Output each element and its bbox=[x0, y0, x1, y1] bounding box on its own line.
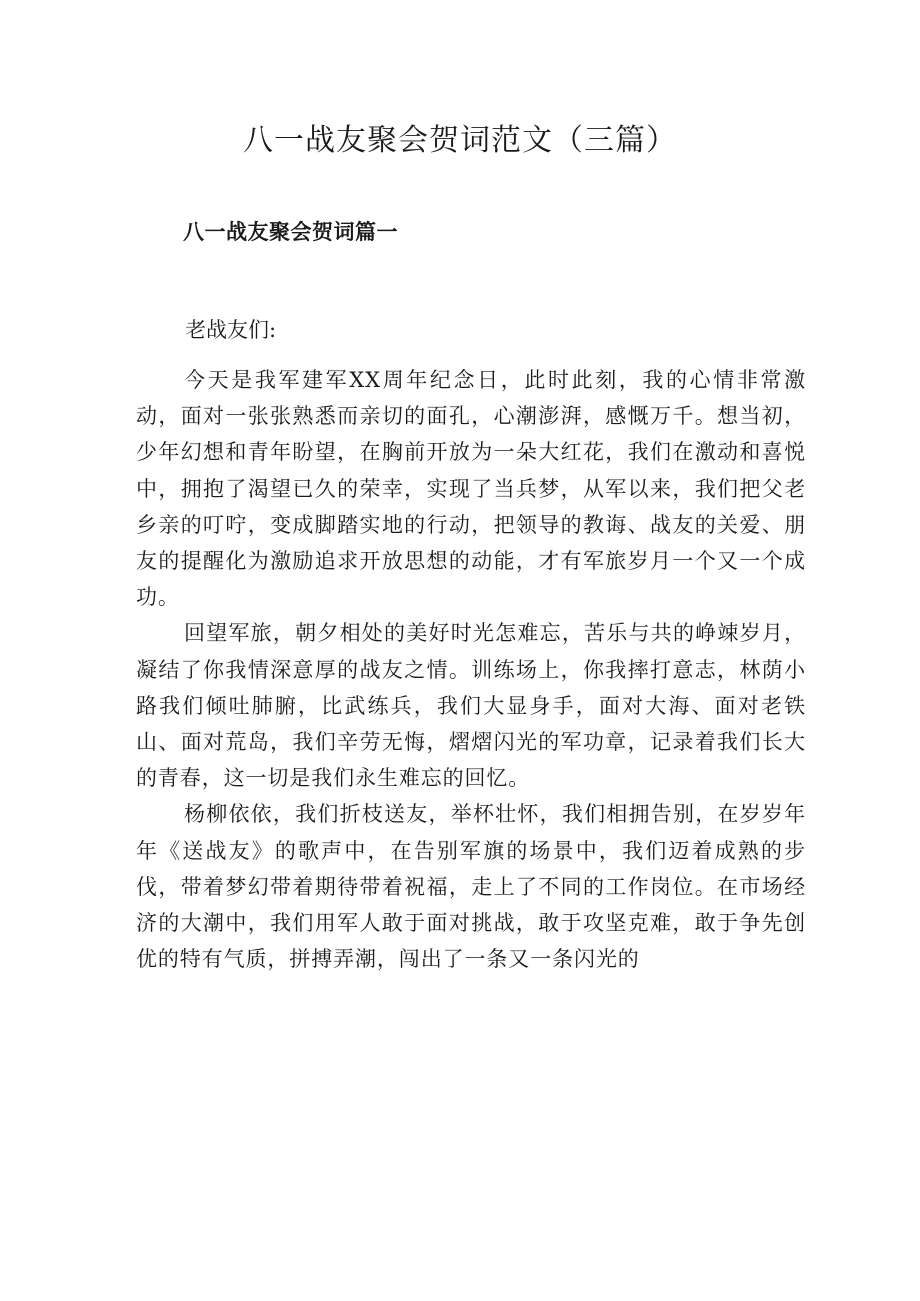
salutation: 老战友们: bbox=[185, 318, 277, 342]
document-title: 八一战友聚会贺词范文（三篇） bbox=[243, 123, 677, 158]
paragraph: 今天是我军建军XX周年纪念日，此时此刻，我的心情非常激动，面对一张张熟悉而亲切的面孔，心潮澎湃，感慨万千。想当初，少年幻想和青年盼望，在胸前开放为一朵大红花，我们在激动和喜悦中，拥抱了渴望已久的荣幸，实现了当兵梦，从军以来，我们把父老乡亲的叮咛，变成脚踏实地的行动，把领导的教诲、战友的关爱、朋友的提醒化为激励追求开放思想的动能，才有军旅岁月一个又一个成功。 bbox=[136, 368, 806, 610]
section-heading: 八一战友聚会贺词篇一 bbox=[183, 220, 398, 244]
paragraph: 回望军旅，朝夕相处的美好时光怎难忘，苦乐与共的峥竦岁月，凝结了你我情深意厚的战友之情。训练场上，你我摔打意志，林荫小路我们倾吐肺腑，比武练兵，我们大显身手，面对大海、面对老铁山、面对荒岛，我们辛劳无悔，熠熠闪光的军功章，记录着我们长大的青春，这一切是我们永生难忘的回忆。 bbox=[136, 621, 806, 791]
body-text bbox=[136, 362, 806, 977]
paragraph: 杨柳依依，我们折枝送友，举杯壮怀，我们相拥告别，在岁岁年年《送战友》的歌声中，在告别军旗的场景中，我们迈着成熟的步伐，带着梦幻带着期待带着祝福，走上了不同的工作岗位。在市场经济的大潮中，我们用军人敢于面对挑战，敢于攻坚克难，敢于争先创优的特有气质，拼搏弄潮，闯出了一条又一条闪光的 bbox=[136, 802, 806, 972]
